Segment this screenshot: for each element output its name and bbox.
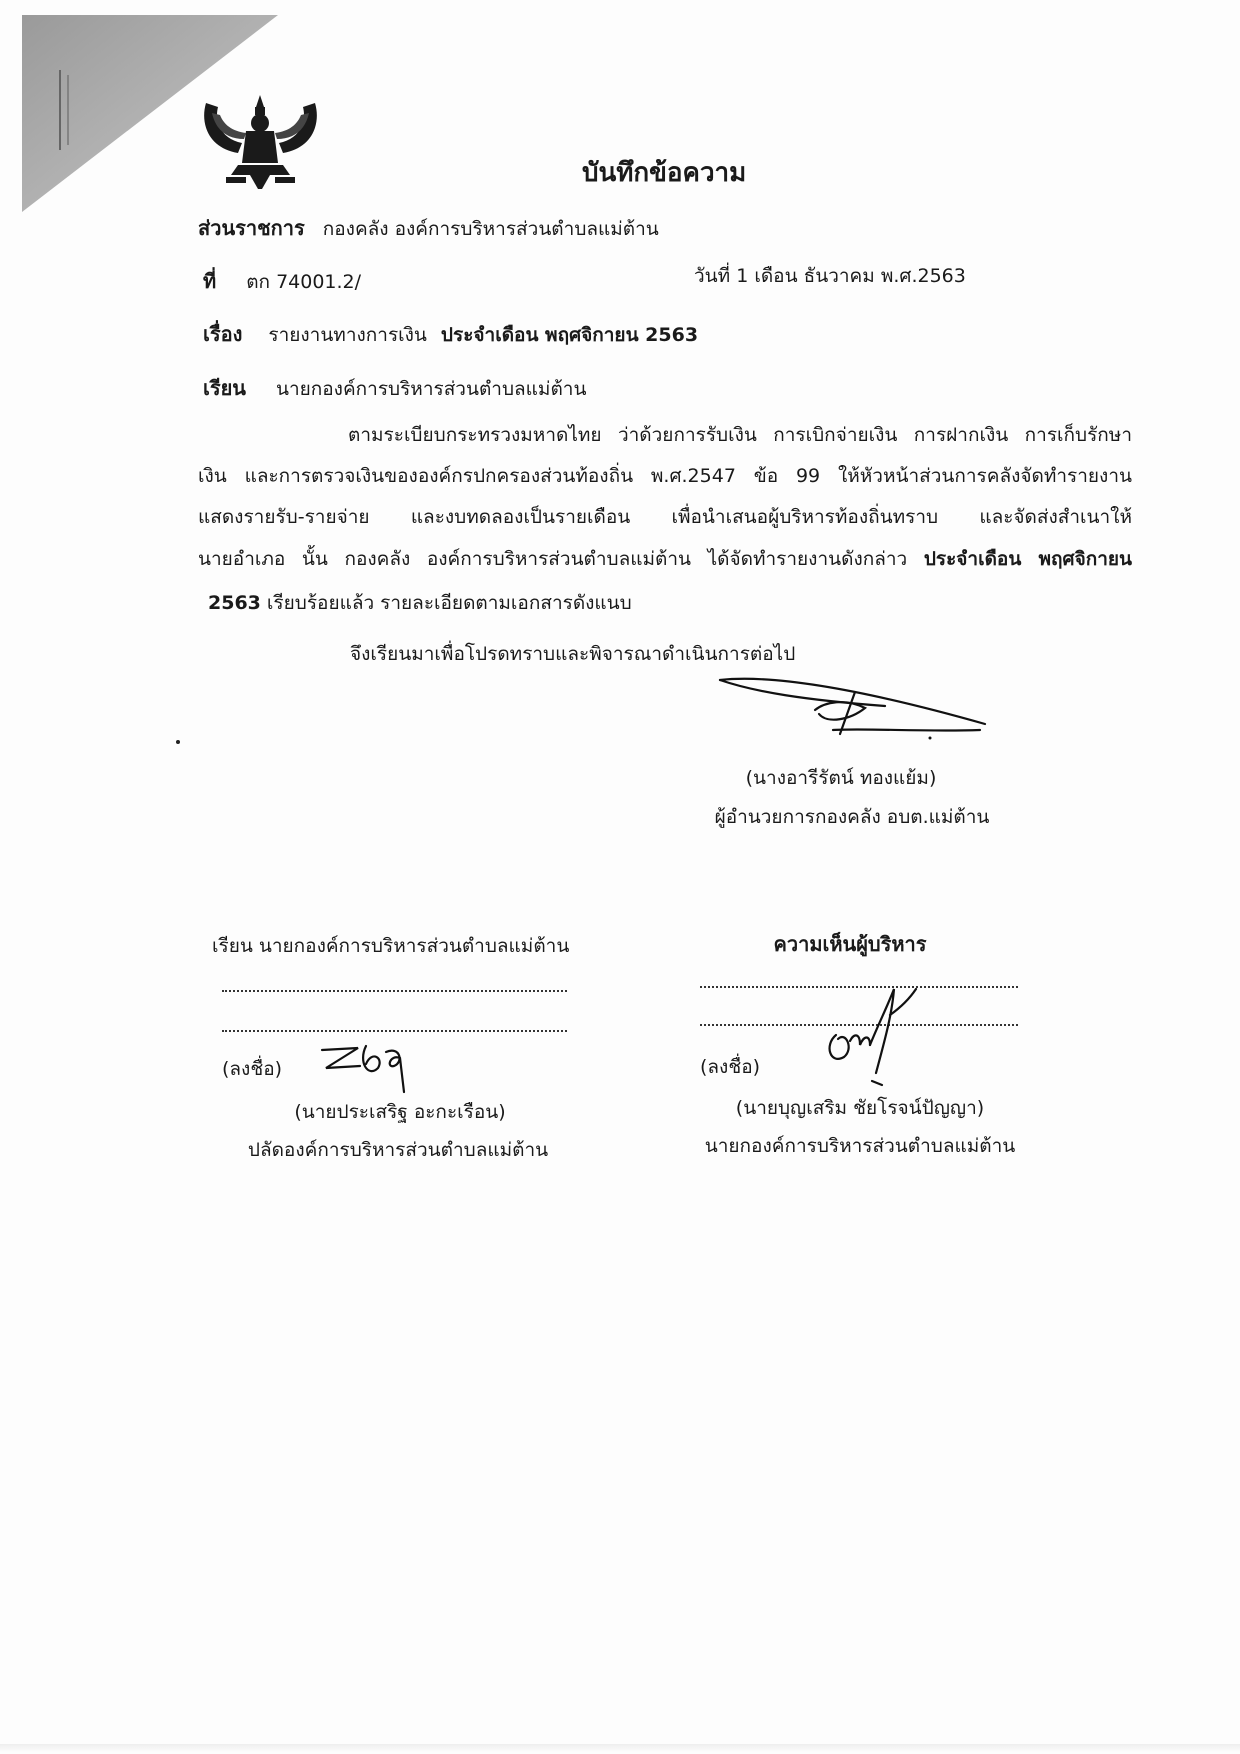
memo-title: บันทึกข้อความ — [582, 158, 747, 188]
chief-executive-name: (นายบุญเสริม ชัยโรจน์ปัญญา) — [735, 1097, 985, 1119]
subject-period: ประจำเดือน พฤศจิกายน 2563 — [440, 324, 699, 346]
to-value: นายกองค์การบริหารส่วนตำบลแม่ต้าน — [275, 378, 587, 400]
subject-label: เรื่อง — [203, 322, 243, 346]
body-line-5-text: เรียบร้อยแล้ว รายละเอียดตามเอกสารดังแนบ — [260, 592, 632, 614]
subject-value: รายงานทางการเงิน — [268, 324, 427, 346]
agency-line — [198, 212, 659, 244]
closing-line: จึงเรียนมาเพื่อโปรดทราบและพิจารณาดำเนินการต่อไป — [350, 643, 796, 665]
reference-line — [203, 265, 361, 297]
chief-executive-position: นายกองค์การบริหารส่วนตำบลแม่ต้าน — [704, 1135, 1016, 1157]
date-value: วันที่ 1 เดือน ธันวาคม พ.ศ.2563 — [694, 265, 966, 287]
left-sign-label: (ลงชื่อ) — [222, 1058, 283, 1080]
right-block-heading: ความเห็นผู้บริหาร — [773, 932, 927, 956]
finance-director-position: ผู้อำนวยการกองคลัง อบต.แม่ต้าน — [714, 806, 990, 828]
to-line — [203, 372, 586, 404]
reference-label: ที่ — [203, 269, 217, 293]
signature-finance-director — [715, 672, 990, 747]
left-comment-line-1 — [222, 990, 567, 992]
body-line-2: เงิน และการตรวจเงินขององค์กรปกครองส่วนท้องถิ่น พ.ศ.2547 ข้อ 99 ให้หัวหน้าส่วนการคลังจัดทำรายงาน — [198, 465, 1132, 487]
right-sign-label: (ลงชื่อ) — [700, 1056, 761, 1078]
scan-speck — [176, 740, 180, 744]
body-line-4 — [198, 544, 1132, 574]
subject-line — [203, 318, 698, 350]
left-block-heading: เรียน นายกองค์การบริหารส่วนตำบลแม่ต้าน — [212, 935, 570, 957]
body-line-5-year: 2563 — [208, 592, 261, 614]
body-line-4-period: ประจำเดือน พฤศจิกายน — [923, 548, 1132, 570]
agency-value: กองคลัง องค์การบริหารส่วนตำบลแม่ต้าน — [322, 218, 659, 240]
body-line-3: แสดงรายรับ-รายจ่าย และงบทดลองเป็นรายเดือน เพื่อนำเสนอผู้บริหารท้องถิ่นทราบ และจัดส่งสำเนาให้ — [198, 506, 1132, 528]
left-comment-line-2 — [222, 1030, 567, 1032]
signature-chief-executive — [820, 985, 930, 1090]
garuda-emblem-icon — [198, 93, 323, 193]
agency-label: ส่วนราชการ — [198, 216, 305, 240]
signature-deputy — [320, 1040, 420, 1095]
body-line-4-text: นายอำเภอ นั้น กองคลัง องค์การบริหารส่วนตำบลแม่ต้าน ได้จัดทำรายงานดังกล่าว — [198, 548, 924, 570]
body-line-5 — [208, 588, 632, 618]
body-line-1: ตามระเบียบกระทรวงมหาดไทย ว่าด้วยการรับเงิน การเบิกจ่ายเงิน การฝากเงิน การเก็บรักษา — [348, 424, 1132, 446]
reference-value: ตก 74001.2/ — [246, 271, 362, 293]
to-label: เรียน — [203, 376, 246, 400]
scan-bottom-edge — [0, 1744, 1240, 1752]
finance-director-name: (นางอารีรัตน์ ทองแย้ม) — [745, 767, 937, 789]
deputy-name: (นายประเสริฐ อะกะเรือน) — [294, 1101, 506, 1123]
deputy-position: ปลัดองค์การบริหารส่วนตำบลแม่ต้าน — [247, 1139, 549, 1161]
